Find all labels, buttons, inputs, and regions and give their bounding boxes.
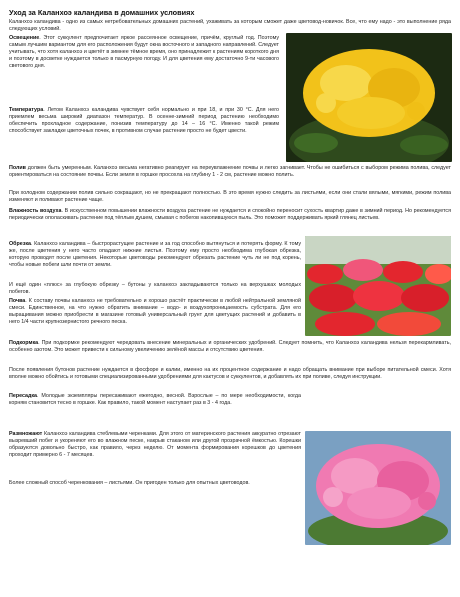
soil-paragraph: Почва. К составу почвы каланхоэ не требовательно и хорошо растёт практически в любой нейтральной земляной смеси. Единственное, на что нужно обратить внимание – водо- и воздухопроницаемость субстрата. Для его выращивания можно приобрести в магазине готовый универсальный грунт для цветущих растений и добавить в него 1/4 части крупнозернистого речного песка. [9,298,301,326]
temperature-paragraph: Температура. Летом Каланхоэ каландива чувствует себя нормально и при 18, и при 30 °С. Для него приемлем весьма широкий диапазон температур. В осенне-зимний период растению необходимо обеспечить прохладное содержание, понизив температуру до 14 – 16 °С. Именно такой режим способствует закладке цветочных почек, в противном случае растение просто не будет цвести. [9,107,279,135]
soil-heading: Почва [9,298,26,304]
intro-paragraph: Каланхоэ каландива - одно из самых нетребовательных домашних растений, ухаживать за которым сможет даже цветовод-новичок. Все, что ему надо - это выполнение ряда следующих условий. [9,19,451,33]
feeding-paragraph: Подкормка. При подкормке рекомендуют чередовать внесение минеральных и органических удобрений. Следует помнить, что Каланхоэ каландива нельзя перекармливать, особенно азотом. Это может привести к сильному увеличению зелёной массы и отсутствию цветения. [9,340,451,354]
red-kalanchoe-image [305,236,451,336]
propagation-paragraph: Размножают Каланхоэ каландива стеблевыми черенками. Для этого от материнского растения аккуратно отрезают вызревший побег и укореняют его во влажном песке, накрыв стаканом или другой прозрачной ёмкостью. Корешки образуются довольно быстро, как правило, через неделю. От момента формирования корешков до цветения проходит примерно 6 - 7 месяцев. [9,431,301,459]
feeding-heading: Подкормка [9,340,39,346]
pruning-bonus-paragraph: И ещё один «плюс» за глубокую обрезку – бутоны у каланхоэ закладываются только на верхушках молодых побегов. [9,282,301,296]
pruning-heading: Обрезка [9,241,31,247]
watering-paragraph: Полив должен быть умеренным. Каланхоэ весьма негативно реагирует на переувлажнение почвы и легко загнивает. Чтобы не ошибиться с выбором режима полива, следует ориентироваться на состояние почвы. Если земля в горшке просохла на глубину 1 - 2 см, растение можно полить. [9,165,451,179]
propagation-heading: Размножают [9,431,43,437]
pruning-paragraph: Обрезка. Каланхоэ каландива – быстрорастущее растение и за год способно вытянуться и потерять форму. К тому же, после цветения у него часто опадают нижние листья. Поэтому ему просто необходима глубокая обрезка, которую проводят после цветения. Некоторые цветоводы рекомендуют обрезать растение чуть ли не под корень, чтобы новые побеги шли почти от земли. [9,241,301,269]
leaf-cutting-paragraph: Более сложный способ черенкования – листьями. Он пригоден только для опытных цветоводов. [9,480,250,486]
pink-kalanchoe-image [305,431,451,545]
yellow-kalanchoe-image [286,33,452,162]
transplant-paragraph: Пересадка. Молодые экземпляры пересаживают ежегодно, весной. Взрослые – по мере необходимости, когда корням становится тесно в горшке. Как правило, такой момент наступает раз в 3 - 4 года. [9,393,301,407]
article-title: Уход за Каланхоэ каландива в домашних условиях [9,8,195,17]
yellow-kalanchoe-photo [286,33,452,162]
watering-heading: Полив [9,165,26,171]
red-kalanchoe-photo [305,236,451,336]
humidity-paragraph: Влажность воздуха. В искусственном повышении влажности воздуха растение не нуждается и спокойно переносит сухость квартир даже в зимний период. Но рекомендуется периодически ополаскивать растение под тёплым душем, смывая с побегов накопившуюся пыль. Это поможет поддерживать яркий глянец листьев. [9,208,451,222]
humidity-heading: Влажность воздуха [9,208,62,214]
temperature-heading: Температура [9,107,44,113]
feeding-buds-paragraph: После появления бутонов растение нуждается в фосфоре и калии, именно на их процентное содержание и надо обращать внимание при выборе питательной смеси. Хотя вполне можно обойтись и готовыми специализированными удобрениями для кактусов и суккулентов, и добавлять их при поливе, следуя инструкции. [9,367,451,381]
pink-kalanchoe-photo [305,431,451,545]
lighting-heading: Освещение [9,35,40,41]
lighting-paragraph: Освещение. Этот суккулент предпочитает яркое рассеянное освещение, причём, круглый год. Поэтому самым лучшим вариантом для его расположения будут окна восточного и западного направлений. Следует учитывать, что хотя каланхоэ и цветёт в зимнее тёмное время, оно принадлежит к растениям короткого дня и поэтому в досветке нуждается только в пасмурную погоду. И для цветения ему достаточно 9-ти часового светового дня. [9,35,279,70]
watering-winter-paragraph: При холодном содержании полив сильно сокращают, но не прекращают полностью. В это время нужно следить за листьями, если они стали вялыми, мягкими, режим полива изменяют и поливают растение чаще. [9,190,451,204]
transplant-heading: Пересадка [9,393,38,399]
